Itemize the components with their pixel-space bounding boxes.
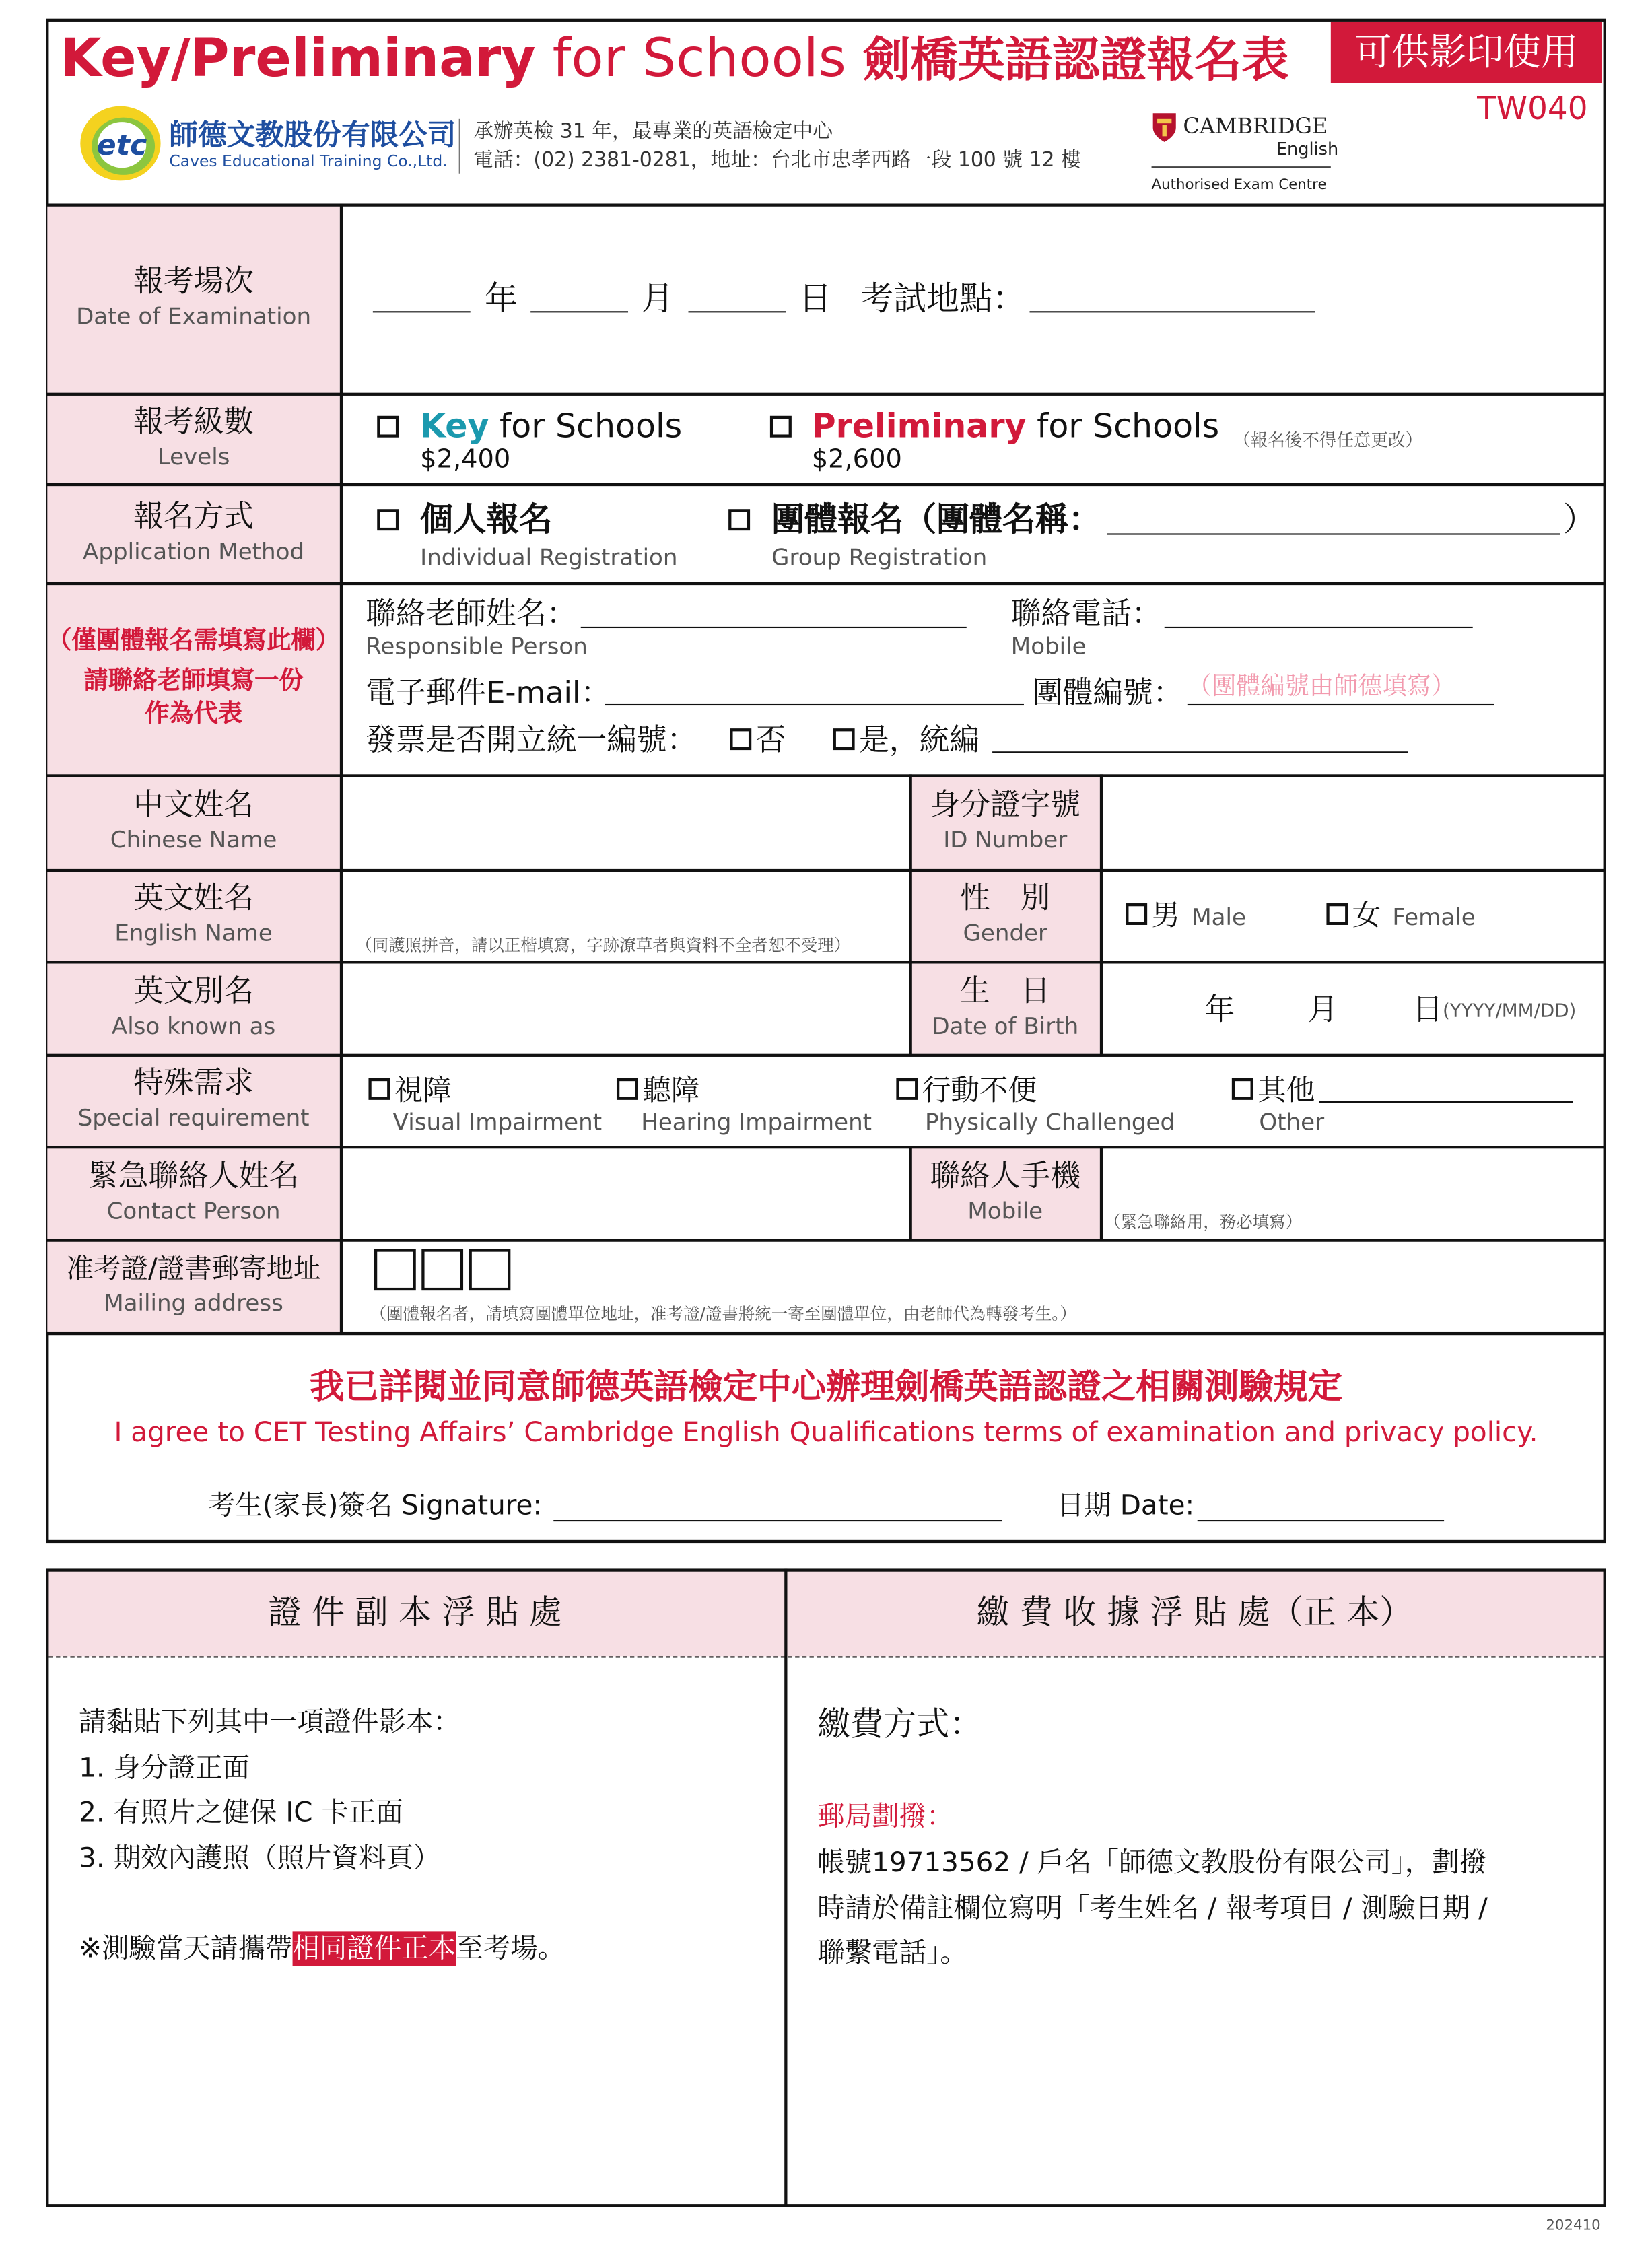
payment-line: 聯繫電話」。: [817, 1937, 967, 1969]
birth-day-label: 日: [1412, 992, 1443, 1027]
label-zh: 報考級數: [133, 403, 254, 438]
label-zh: 中文姓名: [133, 787, 254, 822]
label-zh: 英文別名: [133, 973, 254, 1008]
signature-date-label: 日期 Date:: [1056, 1490, 1195, 1522]
attach-divider: [784, 1568, 786, 2207]
attach-dashed-line: [48, 1656, 1603, 1657]
group-number-label: 團體編號：: [1032, 675, 1183, 710]
label-en: Special requirement: [77, 1104, 310, 1132]
label-application-method: [47, 483, 340, 582]
visual-label-en: Visual Impairment: [392, 1108, 603, 1136]
title-key: Key/Preliminary: [60, 27, 536, 90]
group-label-en: Group Registration: [771, 543, 988, 571]
payment-title: 繳費方式：: [817, 1706, 983, 1744]
company-name-en: Caves Educational Training Co.,Ltd.: [169, 151, 448, 171]
individual-label: 個人報名: [420, 501, 553, 539]
hearing-label: 聽障: [642, 1072, 700, 1107]
exam-day-field[interactable]: [688, 311, 786, 312]
photocopy-badge-text: 可供影印使用: [1354, 30, 1579, 74]
group-number-field: [1188, 704, 1494, 705]
exam-month-label: 月: [641, 281, 675, 318]
company-contact: 電話：(02) 2381-0281，地址：台北市忠孝西路一段 100 號 12 樓: [473, 149, 1081, 172]
preliminary-level-name: [812, 411, 1220, 444]
label-birth: [911, 961, 1100, 1053]
teacher-phone-label: 聯絡電話：: [1010, 596, 1162, 631]
photocopy-badge: [1331, 22, 1602, 83]
label-zh: 緊急聯絡人姓名: [88, 1158, 300, 1193]
email-label: 電子郵件E-mail：: [366, 675, 611, 710]
postcode-box-2[interactable]: [421, 1249, 463, 1290]
exam-day-label: 日: [798, 281, 832, 318]
label-en: Chinese Name: [110, 826, 277, 854]
label-emergency-contact: [47, 1146, 340, 1239]
label-emergency-mobile: [911, 1146, 1100, 1239]
male-label: 男: [1151, 897, 1181, 932]
key-name-rest: for Schools: [489, 409, 683, 446]
cambridge-underline: [1152, 166, 1331, 168]
visual-checkbox[interactable]: [368, 1078, 390, 1100]
preliminary-checkbox[interactable]: [770, 416, 792, 438]
postcode-box-3[interactable]: [469, 1249, 511, 1290]
group-note-line-1: （僅團體報名需填寫此欄）: [47, 626, 340, 656]
label-en: Application Method: [83, 537, 305, 565]
teacher-phone-label-en: Mobile: [1010, 632, 1087, 660]
label-gender: [911, 869, 1100, 961]
exam-month-field[interactable]: [530, 311, 628, 312]
exam-location-field[interactable]: [1029, 311, 1315, 312]
teacher-phone-field[interactable]: [1165, 627, 1473, 628]
agreement-en: I agree to CET Testing Affairs’ Cambridge English Qualifications terms of examination and privacy policy.: [114, 1416, 1538, 1449]
teacher-name-field[interactable]: [581, 627, 967, 628]
email-field[interactable]: [605, 704, 1024, 705]
id-copy-item: 3. 期效內護照（照片資料頁）: [79, 1842, 441, 1875]
female-checkbox[interactable]: [1326, 903, 1348, 925]
female-label: 女: [1352, 897, 1381, 932]
cambridge-wordmark: CAMBRIDGE: [1183, 113, 1328, 139]
label-en: Date of Examination: [76, 302, 312, 331]
group-label-close: ）: [1562, 501, 1596, 539]
id-reminder-post: 至考場。: [456, 1933, 565, 1965]
group-number-hint: （團體編號由師德填寫）: [1187, 672, 1456, 701]
postcode-box-1[interactable]: [374, 1249, 416, 1290]
preliminary-price: $2,600: [811, 444, 902, 475]
label-en: Gender: [963, 919, 1048, 947]
payment-postal-label: 郵局劃撥：: [817, 1801, 954, 1833]
label-en: ID Number: [943, 826, 1068, 854]
company-name-zh: 師德文教股份有限公司: [169, 117, 456, 152]
exam-year-label: 年: [485, 281, 518, 318]
hearing-checkbox[interactable]: [617, 1078, 638, 1100]
form-title: [60, 27, 1289, 90]
group-name-field[interactable]: [1107, 533, 1560, 534]
hearing-label-en: Hearing Impairment: [641, 1108, 872, 1136]
id-copy-item: 2. 有照片之健保 IC 卡正面: [79, 1797, 403, 1829]
visual-label: 視障: [394, 1072, 452, 1107]
id-reminder-highlight: 相同證件正本: [292, 1931, 456, 1966]
male-label-en: Male: [1192, 903, 1246, 931]
payment-line: 帳號19713562 / 戶名「師德文教股份有限公司」，劃撥: [817, 1846, 1487, 1879]
individual-label-en: Individual Registration: [420, 543, 678, 571]
label-zh: 英文姓名: [133, 880, 254, 915]
pet-name-rest: for Schools: [1026, 409, 1220, 446]
label-en: Also known as: [111, 1012, 276, 1039]
exam-location-label: 考試地點：: [860, 281, 1026, 318]
mobility-checkbox[interactable]: [896, 1078, 918, 1100]
attach-frame: [46, 1568, 1606, 2207]
label-en: English Name: [114, 919, 273, 947]
id-copy-title: 證 件 副 本 浮 貼 處: [268, 1594, 562, 1632]
divider: [46, 1332, 1606, 1334]
mailing-note: （團體報名者，請填寫團體單位地址，准考證/證書將統一寄至團體單位，由老師代為轉發考生。）: [370, 1303, 1076, 1324]
invoice-no-checkbox[interactable]: [730, 728, 751, 750]
tax-id-field[interactable]: [992, 751, 1408, 753]
other-field[interactable]: [1319, 1101, 1573, 1103]
label-en: Contact Person: [106, 1197, 281, 1224]
id-reminder-pre: ※測驗當天請攜帶: [79, 1933, 293, 1965]
cambridge-shield-icon: [1152, 112, 1177, 143]
mailing-address-field[interactable]: [519, 1245, 1600, 1296]
label-special: [47, 1054, 340, 1146]
mobility-label: 行動不便: [922, 1072, 1037, 1107]
label-english-name: [47, 869, 340, 961]
company-logo-icon: [77, 103, 164, 183]
invoice-label: 發票是否開立統一編號：: [366, 722, 697, 757]
key-level-name: [420, 411, 682, 444]
label-alias: [47, 961, 340, 1053]
label-zh: 特殊需求: [133, 1065, 254, 1100]
label-en: Mobile: [967, 1197, 1043, 1224]
receipt-title: 繳 費 收 據 浮 貼 處（正 本）: [976, 1594, 1413, 1632]
divider: [1100, 774, 1102, 1056]
emergency-mobile-note: （緊急聯絡用，務必填寫）: [1104, 1212, 1303, 1232]
signature-label: 考生(家長)簽名 Signature:: [207, 1490, 543, 1522]
label-mailing-address: [47, 1239, 340, 1331]
title-for: for Schools: [552, 27, 846, 90]
other-checkbox[interactable]: [1232, 1078, 1253, 1100]
female-label-en: Female: [1392, 903, 1476, 931]
label-en: Levels: [157, 442, 230, 471]
id-reminder: [79, 1933, 565, 1965]
label-zh: 報名方式: [133, 498, 254, 533]
birth-month-label: 月: [1307, 992, 1338, 1027]
exam-year-field[interactable]: [373, 311, 471, 312]
authorised-centre: Authorised Exam Centre: [1151, 178, 1327, 194]
teacher-name-label: 聯絡老師姓名：: [366, 596, 577, 631]
logo-text: etc: [96, 129, 147, 163]
birth-year-label: 年: [1204, 992, 1235, 1027]
id-copy-intro: 請黏貼下列其中一項證件影本：: [79, 1706, 460, 1738]
company-tagline: 承辦英檢 31 年，最專業的英語檢定中心: [473, 120, 833, 144]
label-zh: 聯絡人手機: [930, 1158, 1081, 1193]
levels-note: （報名後不得任意更改）: [1233, 430, 1423, 450]
individual-checkbox[interactable]: [377, 509, 399, 530]
divider: [1100, 1146, 1102, 1241]
signature-date-field[interactable]: [1198, 1520, 1444, 1521]
signature-field[interactable]: [553, 1520, 1002, 1521]
emergency-contact-field[interactable]: [343, 1148, 907, 1237]
label-chinese-name: [47, 774, 340, 869]
divider: [46, 582, 1606, 584]
group-note-line-2: 請聯絡老師填寫一份: [83, 666, 304, 696]
id-number-field[interactable]: [1103, 777, 1602, 868]
teacher-name-label-en: Responsible Person: [366, 632, 588, 660]
label-en: Mailing address: [104, 1288, 283, 1316]
alias-field[interactable]: [343, 963, 907, 1052]
group-checkbox[interactable]: [728, 509, 750, 530]
group-label: 團體報名（團體名稱：: [771, 501, 1101, 539]
title-zh: 劍橋英語認證報名表: [862, 31, 1289, 88]
other-label: 其他: [1258, 1072, 1315, 1107]
form-version: 202410: [1546, 2218, 1601, 2234]
label-zh: 准考證/證書郵寄地址: [66, 1253, 321, 1285]
label-zh: 性 別: [960, 880, 1051, 915]
label-id-number: [911, 774, 1100, 869]
invoice-yes-checkbox[interactable]: [833, 728, 855, 750]
form-code: TW040: [1477, 92, 1588, 128]
key-checkbox[interactable]: [377, 416, 399, 438]
birth-format: (YYYY/MM/DD): [1442, 1000, 1577, 1023]
english-name-note: （同護照拼音，請以正楷填寫，字跡潦草者與資料不全者恕不受理）: [355, 934, 851, 955]
pet-name-bold: Preliminary: [811, 409, 1027, 446]
key-price: $2,400: [420, 444, 511, 475]
label-zh: 身分證字號: [930, 787, 1081, 822]
agreement-zh: 我已詳閱並同意師德英語檢定中心辦理劍橋英語認證之相關測驗規定: [310, 1366, 1342, 1407]
key-name-bold: Key: [420, 409, 489, 446]
english-name-field[interactable]: [343, 872, 907, 929]
invoice-yes-label: 是，統編: [858, 722, 979, 757]
cambridge-english: English: [1276, 139, 1339, 160]
male-checkbox[interactable]: [1126, 903, 1147, 925]
divider: [340, 203, 342, 1334]
chinese-name-field[interactable]: [343, 777, 907, 868]
label-en: Date of Birth: [932, 1012, 1079, 1039]
label-zh: 生 日: [960, 973, 1051, 1008]
id-copy-item: 1. 身分證正面: [79, 1752, 250, 1784]
emergency-mobile-field[interactable]: [1103, 1148, 1602, 1208]
invoice-no-label: 否: [755, 722, 786, 757]
label-exam-date: [47, 203, 340, 392]
mobility-label-en: Physically Challenged: [924, 1108, 1175, 1136]
header-divider: [459, 119, 461, 174]
group-note-line-3: 作為代表: [145, 699, 243, 729]
label-zh: 報考場次: [133, 263, 254, 299]
other-label-en: Other: [1259, 1108, 1325, 1136]
label-levels: [47, 393, 340, 483]
payment-line: 時請於備註欄位寫明「考生姓名 / 報考項目 / 測驗日期 /: [817, 1892, 1488, 1925]
